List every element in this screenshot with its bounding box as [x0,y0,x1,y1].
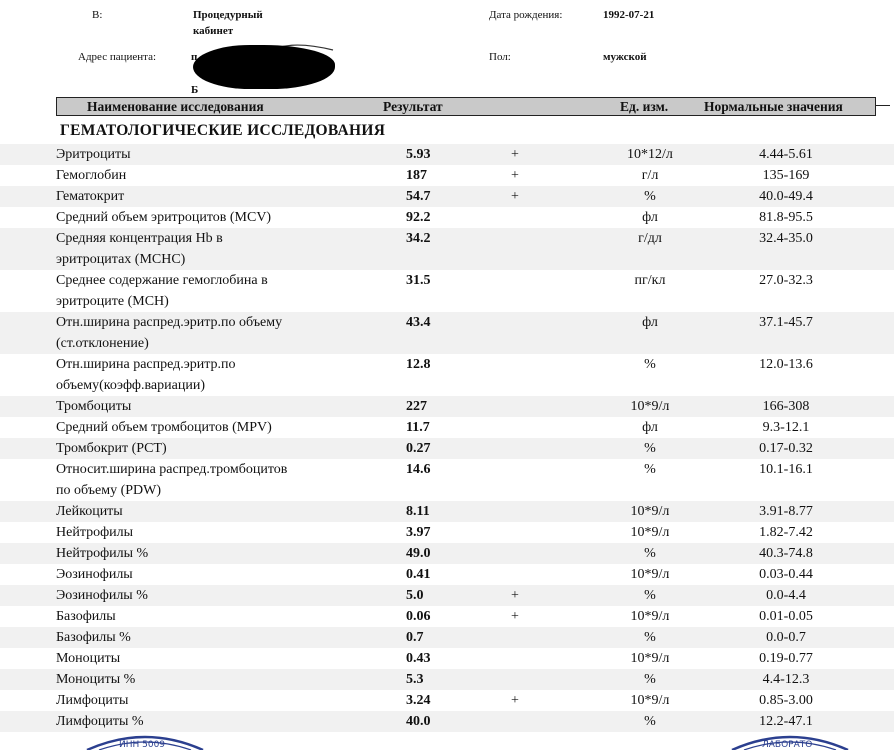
test-unit: 10*9/л [630,504,670,519]
test-unit: 10*9/л [630,693,670,708]
test-name [56,648,120,669]
test-name [56,270,268,312]
reference-range: 9.3-12.1 [762,420,810,435]
test-name-line: Гемоглобин [56,168,127,183]
sex-value: мужской [603,51,647,63]
col-header-result: Результат [383,99,443,114]
test-name [56,228,223,270]
table-row [0,690,894,711]
test-unit: % [644,630,656,645]
test-unit: % [644,714,656,729]
test-name-line: Тромбоциты [56,399,132,414]
test-name-line: Моноциты [56,651,121,666]
birthdate-label: Дата рождения: [489,9,563,21]
table-row [0,417,894,438]
reference-range: 0.17-0.32 [759,441,813,456]
test-result: 0.27 [406,441,431,456]
abnormal-flag: + [511,588,519,603]
test-name-line: (ст.отклонение) [56,336,149,351]
test-result: 0.06 [406,609,431,624]
test-unit: 10*9/л [630,525,670,540]
address-partial-1: п [191,51,198,63]
test-name-line: Средний объем эритроцитов (MCV) [56,210,272,225]
table-row [0,459,894,501]
reference-range: 3.91-8.77 [759,504,813,519]
test-name [56,165,126,186]
test-name [56,438,167,459]
stamp-left-text: ИНН 5009 [119,740,166,750]
test-name-line: Базофилы % [56,630,131,645]
reference-range: 12.2-47.1 [759,714,813,729]
test-result: 187 [406,168,427,183]
table-row [0,354,894,396]
test-result: 8.11 [406,504,430,519]
test-result: 31.5 [406,273,431,288]
test-result: 12.8 [406,357,431,372]
table-row [0,522,894,543]
test-unit: 10*9/л [630,609,670,624]
reference-range: 1.82-7.42 [759,525,813,540]
abnormal-flag: + [511,189,519,204]
department-value-line2: кабинет [193,25,234,37]
address-partial-2: Б [191,84,199,96]
test-name-line: объему(коэфф.вариации) [56,378,205,393]
test-name-line: эритроците (MCH) [56,294,169,309]
test-name-line: Относит.ширина распред.тромбоцитов [56,462,288,477]
reference-range: 10.1-16.1 [759,462,813,477]
birthdate-value: 1992-07-21 [603,9,655,21]
test-unit: 10*9/л [630,567,670,582]
reference-range: 4.4-12.3 [762,672,810,687]
table-row [0,186,894,207]
test-result: 3.24 [406,693,431,708]
test-unit: % [644,672,656,687]
test-name [56,459,287,501]
table-row [0,501,894,522]
test-name [56,417,272,438]
test-name-line: Отн.ширина распред.эритр.по [56,357,236,372]
test-name [56,606,116,627]
test-name-line: Лейкоциты [56,504,123,519]
table-row [0,438,894,459]
col-header-normal: Нормальные значения [704,99,843,114]
abnormal-flag: + [511,147,519,162]
table-row [0,207,894,228]
table-row [0,165,894,186]
reference-range: 0.19-0.77 [759,651,813,666]
test-unit: % [644,588,656,603]
stamp-right [730,730,850,750]
test-name [56,207,271,228]
test-result: 5.0 [406,588,424,603]
test-name-line: Средняя концентрация Hb в [56,231,223,246]
department-value-line1: Процедурный [193,9,263,21]
test-name-line: Средний объем тромбоцитов (MPV) [56,420,272,435]
test-result: 0.43 [406,651,431,666]
table-row [0,606,894,627]
test-name [56,585,148,606]
table-row [0,312,894,354]
reference-range: 0.85-3.00 [759,693,813,708]
test-result: 92.2 [406,210,431,225]
test-name [56,669,135,690]
abnormal-flag: + [511,609,519,624]
reference-range: 40.3-74.8 [759,546,813,561]
test-name-line: Эозинофилы % [56,588,148,603]
test-result: 11.7 [406,420,430,435]
test-unit: % [644,357,656,372]
test-result: 0.7 [406,630,424,645]
test-unit: % [644,189,656,204]
test-result: 5.3 [406,672,424,687]
col-header-name: Наименование исследования [87,99,264,114]
test-name [56,396,131,417]
table-row [0,270,894,312]
test-name [56,312,282,354]
test-name-line: Моноциты % [56,672,136,687]
abnormal-flag: + [511,693,519,708]
table-row [0,228,894,270]
reference-range: 0.01-0.05 [759,609,813,624]
test-name-line: Нейтрофилы [56,525,134,540]
test-unit: фл [642,315,658,330]
test-result: 14.6 [406,462,431,477]
test-name [56,690,128,711]
test-name-line: Эритроциты [56,147,131,162]
reference-range: 135-169 [762,168,810,183]
test-name [56,501,123,522]
test-result: 227 [406,399,427,414]
test-result: 49.0 [406,546,431,561]
test-name-line: эритроцитах (MCHC) [56,252,186,267]
test-name-line: Базофилы [56,609,116,624]
test-unit: 10*9/л [630,399,670,414]
test-result: 34.2 [406,231,431,246]
test-name [56,543,148,564]
abnormal-flag: + [511,168,519,183]
reference-range: 32.4-35.0 [759,231,813,246]
reference-range: 166-308 [762,399,810,414]
header-edge-line [876,105,890,106]
test-result: 40.0 [406,714,431,729]
sex-label: Пол: [489,51,511,63]
test-unit: % [644,546,656,561]
address-label: Адрес пациента: [78,51,157,63]
reference-range: 0.03-0.44 [759,567,813,582]
test-name [56,186,124,207]
test-name [56,564,133,585]
test-result: 3.97 [406,525,431,540]
table-row [0,585,894,606]
table-row [0,543,894,564]
test-unit: г/л [641,168,659,183]
test-name-line: Среднее содержание гемоглобина в [56,273,268,288]
test-name [56,711,144,732]
table-row [0,648,894,669]
test-name [56,522,133,543]
table-header [56,97,876,116]
reference-range: 37.1-45.7 [759,315,813,330]
test-result: 54.7 [406,189,431,204]
section-title: ГЕМАТОЛОГИЧЕСКИЕ ИССЛЕДОВАНИЯ [60,122,386,139]
test-name-line: Лимфоциты [56,693,129,708]
reference-range: 4.44-5.61 [759,147,813,162]
test-name-line: Лимфоциты % [56,714,144,729]
test-unit: % [644,462,656,477]
test-name-line: Тромбокрит (PCT) [56,441,167,456]
test-name [56,354,236,396]
redaction-block [193,45,335,89]
table-row [0,564,894,585]
table-row [0,627,894,648]
reference-range: 81.8-95.5 [759,210,813,225]
test-unit: % [644,441,656,456]
test-result: 43.4 [406,315,431,330]
table-row [0,711,894,732]
test-result: 0.41 [406,567,431,582]
test-name [56,144,131,165]
department-label: В: [92,9,103,21]
test-unit: 10*12/л [627,147,673,162]
table-row [0,144,894,165]
table-row [0,396,894,417]
test-name-line: Нейтрофилы % [56,546,149,561]
reference-range: 27.0-32.3 [759,273,813,288]
reference-range: 0.0-0.7 [766,630,806,645]
test-name [56,627,131,648]
test-unit: пг/кл [634,273,666,288]
col-header-unit: Ед. изм. [620,99,669,114]
test-result: 5.93 [406,147,431,162]
reference-range: 12.0-13.6 [759,357,813,372]
test-unit: г/дл [638,231,662,246]
table-row [0,669,894,690]
test-unit: фл [642,420,658,435]
test-name-line: Отн.ширина распред.эритр.по объему [56,315,283,330]
stamp-right-text: ЛАБОРАТО [762,740,813,750]
test-unit: фл [642,210,658,225]
reference-range: 40.0-49.4 [759,189,813,204]
test-name-line: по объему (PDW) [56,483,162,498]
test-name-line: Эозинофилы [56,567,133,582]
reference-range: 0.0-4.4 [766,588,806,603]
test-unit: 10*9/л [630,651,670,666]
stamp-left [85,730,205,750]
test-name-line: Гематокрит [56,189,125,204]
